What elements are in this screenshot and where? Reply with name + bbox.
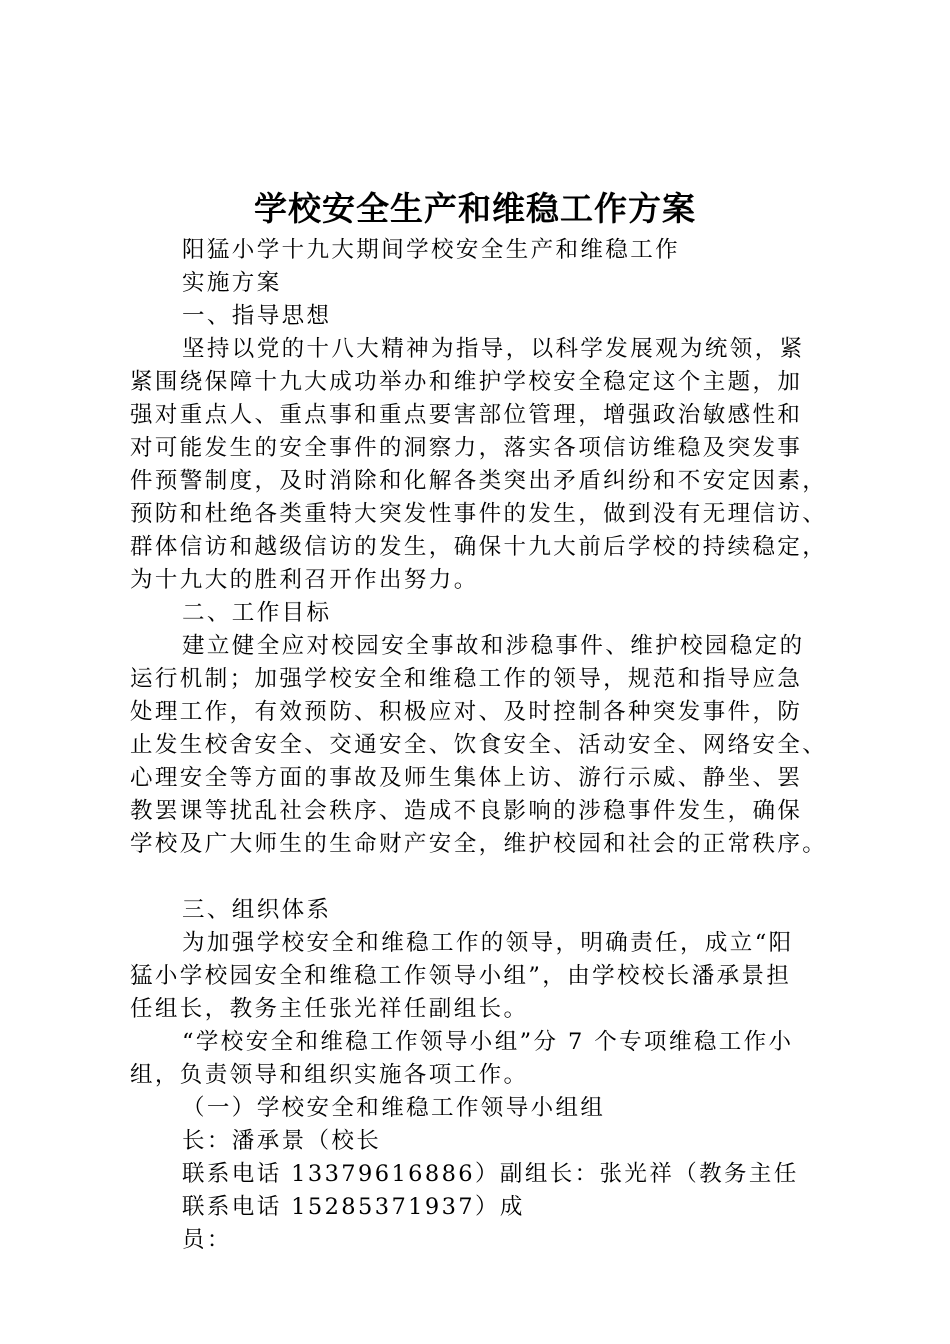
blank-line bbox=[130, 861, 842, 894]
paragraph-line: 强对重点人、重点事和重点要害部位管理，增强政治敏感性和 bbox=[130, 402, 803, 428]
paragraph-line: 群体信访和越级信访的发生，确保十九大前后学校的持续稳定， bbox=[130, 534, 828, 560]
paragraph-line: 对可能发生的安全事件的洞察力，落实各项信访维稳及突发事 bbox=[130, 435, 803, 461]
paragraph-line: 猛小学校园安全和维稳工作领导小组”，由学校校长潘承景担 bbox=[130, 963, 792, 989]
paragraph-line: “学校安全和维稳工作领导小组”分 7 个专项维稳工作小 bbox=[182, 1029, 794, 1055]
section-heading: 一、指导思想 bbox=[182, 303, 332, 329]
paragraph-line: 处理工作，有效预防、积极应对、及时控制各种突发事件，防 bbox=[130, 699, 803, 725]
member-line: 联系电话 15285371937）成 bbox=[182, 1194, 525, 1220]
paragraph-line: 任组长，教务主任张光祥任副组长。 bbox=[130, 996, 529, 1022]
subsection-heading: （一）学校安全和维稳工作领导小组组 bbox=[182, 1095, 606, 1121]
paragraph-line: 运行机制；加强学校安全和维稳工作的领导，规范和指导应急 bbox=[130, 666, 803, 692]
document-title: 学校安全生产和维稳工作方案 bbox=[254, 189, 696, 228]
paragraph-line: 预防和杜绝各类重特大突发性事件的发生，做到没有无理信访、 bbox=[130, 501, 828, 527]
document-body bbox=[130, 234, 842, 1257]
subtitle-line: 实施方案 bbox=[182, 270, 282, 296]
paragraph-line: 为十九大的胜利召开作出努力。 bbox=[130, 567, 479, 593]
paragraph-line: 组，负责领导和组织实施各项工作。 bbox=[130, 1062, 529, 1088]
paragraph-line: 教罢课等扰乱社会秩序、造成不良影响的涉稳事件发生，确保 bbox=[130, 798, 803, 824]
member-line: 长：潘承景（校长 bbox=[182, 1128, 382, 1154]
member-line: 员： bbox=[182, 1227, 232, 1253]
paragraph-line: 心理安全等方面的事故及师生集体上访、游行示威、静坐、罢 bbox=[130, 765, 803, 791]
paragraph-line: 学校及广大师生的生命财产安全，维护校园和社会的正常秩序。 bbox=[130, 831, 828, 857]
paragraph-line: 建立健全应对校园安全事故和涉稳事件、维护校园稳定的 bbox=[182, 633, 805, 659]
paragraph-line: 件预警制度，及时消除和化解各类突出矛盾纠纷和不安定因素， bbox=[130, 468, 828, 494]
section-heading: 二、工作目标 bbox=[182, 600, 332, 626]
paragraph-line: 止发生校舍安全、交通安全、饮食安全、活动安全、网络安全、 bbox=[130, 732, 828, 758]
member-line: 联系电话 13379616886）副组长：张光祥（教务主任 bbox=[182, 1161, 799, 1187]
subtitle-line: 阳猛小学十九大期间学校安全生产和维稳工作 bbox=[182, 237, 681, 263]
section-heading: 三、组织体系 bbox=[182, 897, 332, 923]
paragraph-line: 紧围绕保障十九大成功举办和维护学校安全稳定这个主题，加 bbox=[130, 369, 803, 395]
paragraph-line: 为加强学校安全和维稳工作的领导，明确责任，成立“阳 bbox=[182, 930, 794, 956]
paragraph-line: 坚持以党的十八大精神为指导，以科学发展观为统领，紧 bbox=[182, 336, 805, 362]
